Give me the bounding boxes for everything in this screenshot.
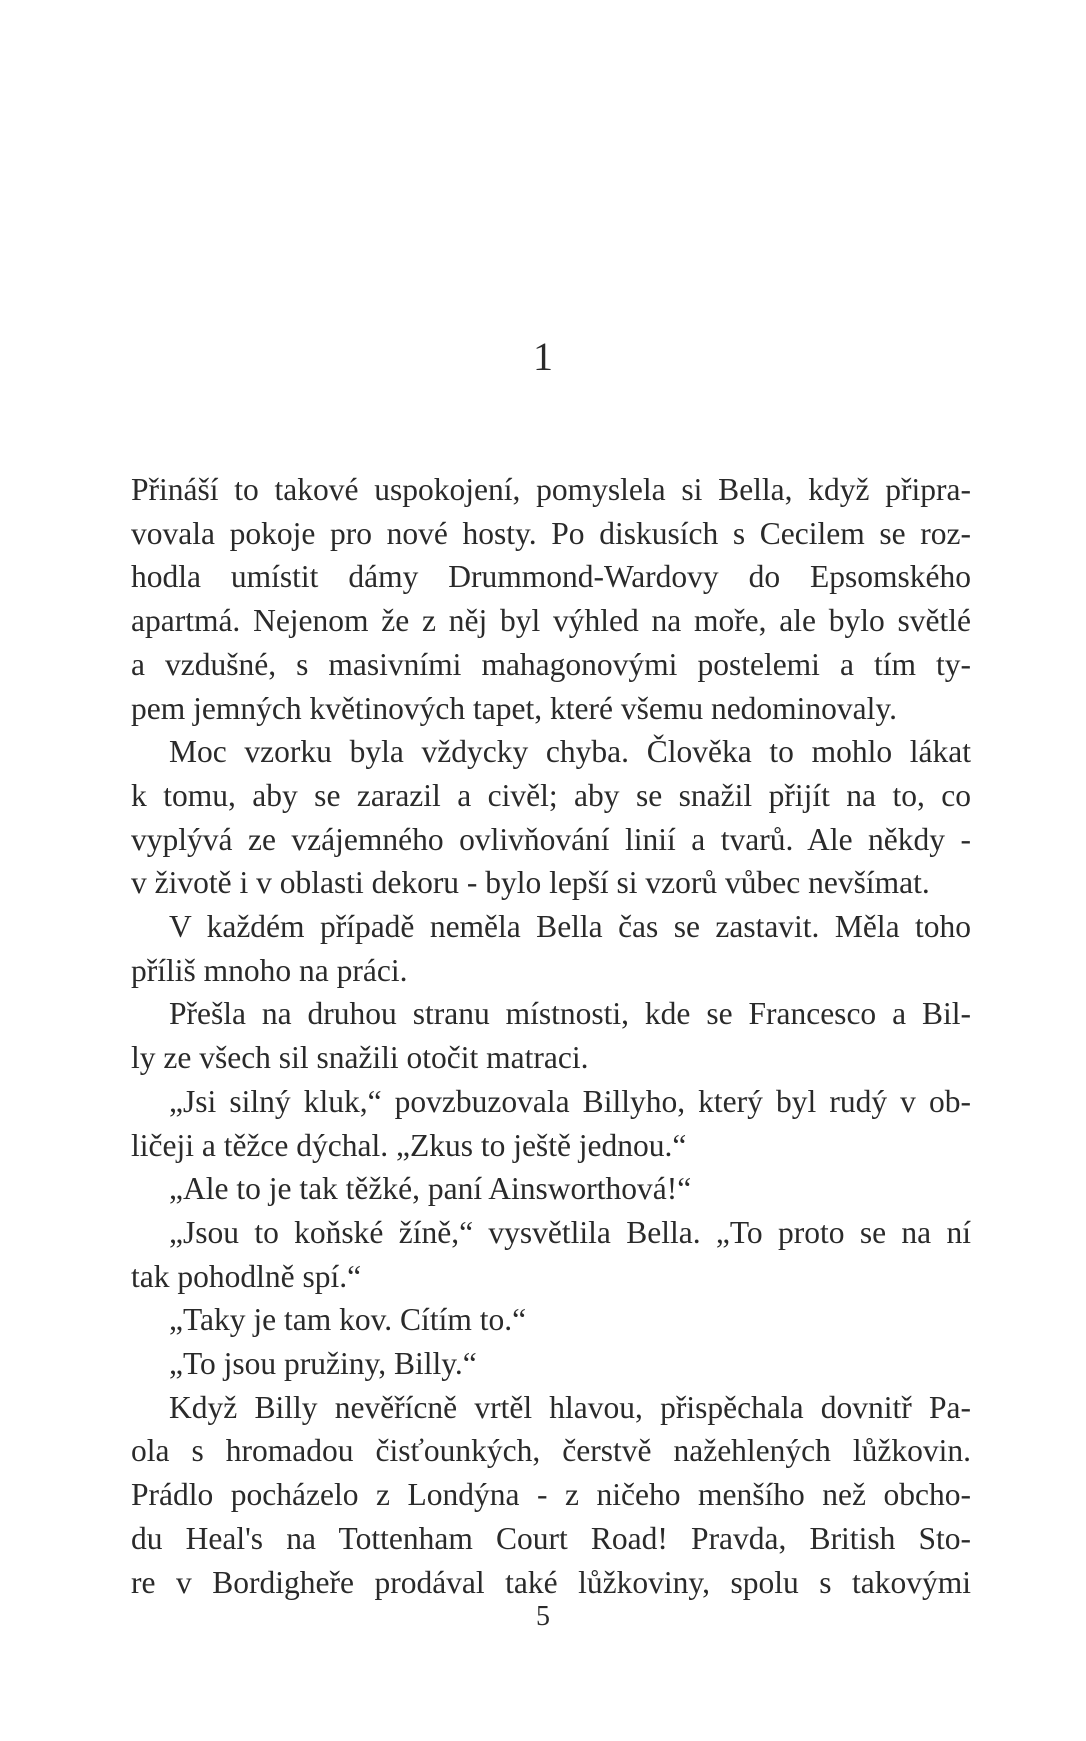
page-number: 5 [536, 1601, 550, 1632]
text-line: du Heal's na Tottenham Court Road! Pravda, British Sto- [131, 1520, 971, 1556]
text-line: Prádlo pocházelo z Londýna - z ničeho menšího než obcho- [131, 1477, 971, 1513]
text-line: vovala pokoje pro nové hosty. Po diskusích s Cecilem se roz- [131, 515, 971, 551]
text-line: hodla umístit dámy Drummond-Wardovy do Epsomského [131, 559, 971, 595]
text-line: apartmá. Nejenom že z něj byl výhled na moře, ale bylo světlé [131, 603, 971, 639]
text-line: „Taky je tam kov. Cítím to.“ [169, 1302, 527, 1338]
paragraph [131, 905, 971, 992]
text-line: příliš mnoho na práci. [131, 952, 408, 988]
text-line: re v Bordigheře prodával také lůžkoviny, spolu s takovými [131, 1564, 971, 1600]
text-line: ly ze všech sil snažili otočit matraci. [131, 1040, 589, 1076]
text-line: k tomu, aby se zarazil a civěl; aby se snažil přijít na to, co [131, 777, 971, 813]
text-line: Přešla na druhou stranu místnosti, kde se Francesco a Bil- [169, 996, 971, 1032]
paragraph [131, 1211, 971, 1298]
body-text [131, 468, 971, 1604]
text-line: ličeji a těžce dýchal. „Zkus to ještě jednou.“ [131, 1127, 687, 1163]
text-line: vyplývá ze vzájemného ovlivňování linií a tvarů. Ale někdy - [131, 821, 971, 857]
paragraph [131, 1167, 971, 1211]
text-line: a vzdušné, s masivními mahagonovými postelemi a tím ty- [131, 646, 971, 682]
text-line: Moc vzorku byla vždycky chyba. Člověka to mohlo lákat [169, 734, 971, 770]
paragraph [131, 1386, 971, 1605]
text-line: ola s hromadou čisťounkých, čerstvě nažehlených lůžkovin. [131, 1433, 971, 1469]
text-line: „To jsou pružiny, Billy.“ [169, 1346, 477, 1382]
text-line: Když Billy nevěřícně vrtěl hlavou, přispěchala dovnitř Pa- [169, 1389, 971, 1425]
text-line: pem jemných květinových tapet, které všemu nedominovaly. [131, 690, 897, 726]
paragraph [131, 1080, 971, 1167]
chapter-number: 1 [533, 334, 553, 379]
paragraph [131, 992, 971, 1079]
text-line: „Jsi silný kluk,“ povzbuzovala Billyho, který byl rudý v ob- [169, 1083, 971, 1119]
text-line: V každém případě neměla Bella čas se zastavit. Měla toho [169, 909, 971, 945]
text-line: tak pohodlně spí.“ [131, 1258, 362, 1294]
paragraph [131, 1342, 971, 1386]
paragraph [131, 468, 971, 730]
text-line: Přináší to takové uspokojení, pomyslela si Bella, když připra- [131, 472, 971, 507]
text-line: „Jsou to koňské žíně,“ vysvětlila Bella. „To proto se na ní [169, 1214, 971, 1250]
text-line: v životě i v oblasti dekoru - bylo lepší si vzorů vůbec nevšímat. [131, 865, 930, 901]
paragraph [131, 730, 971, 905]
paragraph [131, 1298, 971, 1342]
text-line: „Ale to je tak těžké, paní Ainsworthová!“ [169, 1171, 692, 1207]
